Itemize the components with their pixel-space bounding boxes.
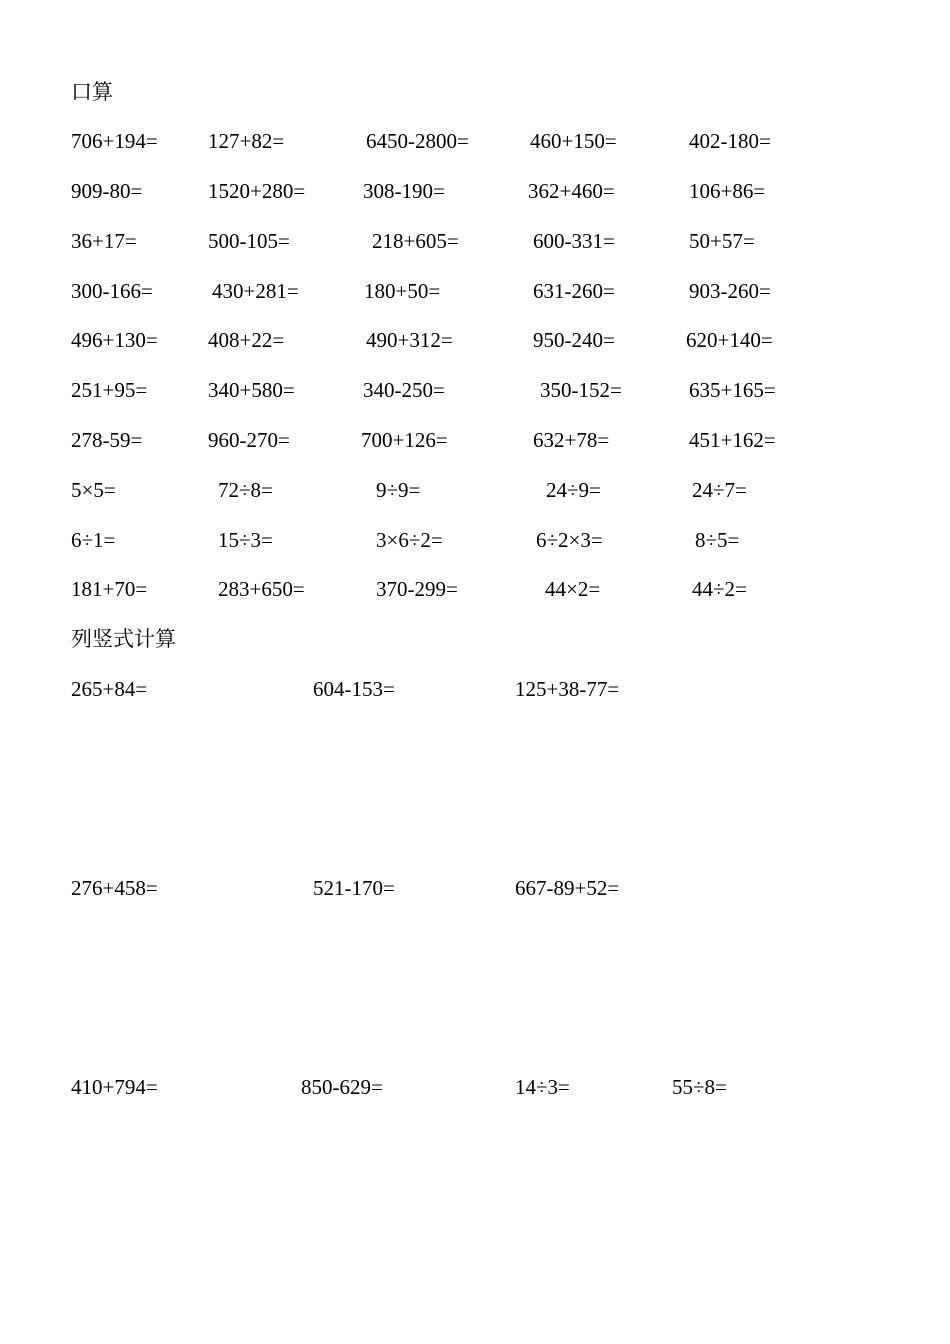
oral-problem: 3×6÷2= <box>376 528 443 552</box>
vertical-problem: 14÷3= <box>515 1075 570 1099</box>
oral-problem: 909-80= <box>71 179 143 203</box>
oral-problem: 340+580= <box>208 378 295 402</box>
section-heading-oral-calculation: 口算 <box>71 80 113 104</box>
oral-row-5 <box>0 327 950 357</box>
oral-problem: 5×5= <box>71 478 116 502</box>
oral-problem: 430+281= <box>212 279 299 303</box>
oral-problem: 903-260= <box>689 279 771 303</box>
oral-problem: 500-105= <box>208 229 290 253</box>
oral-problem: 24÷7= <box>692 478 747 502</box>
oral-problem: 44÷2= <box>692 577 747 601</box>
oral-problem: 451+162= <box>689 428 776 452</box>
section-heading-vertical-calculation: 列竖式计算 <box>71 627 176 651</box>
oral-problem: 72÷8= <box>218 478 273 502</box>
oral-problem: 460+150= <box>530 129 617 153</box>
vertical-row-3 <box>0 1074 950 1104</box>
oral-problem: 631-260= <box>533 279 615 303</box>
oral-problem: 6÷2×3= <box>536 528 603 552</box>
oral-problem: 24÷9= <box>546 478 601 502</box>
vertical-problem: 667-89+52= <box>515 876 620 900</box>
vertical-problem: 410+794= <box>71 1075 158 1099</box>
vertical-row-2 <box>0 875 950 905</box>
oral-problem: 402-180= <box>689 129 771 153</box>
oral-problem: 600-331= <box>533 229 615 253</box>
oral-row-9 <box>0 527 950 557</box>
oral-problem: 350-152= <box>540 378 622 402</box>
oral-problem: 340-250= <box>363 378 445 402</box>
oral-problem: 181+70= <box>71 577 148 601</box>
vertical-problem: 55÷8= <box>672 1075 727 1099</box>
vertical-problem: 850-629= <box>301 1075 383 1099</box>
oral-problem: 6450-2800= <box>366 129 469 153</box>
oral-problem: 127+82= <box>208 129 285 153</box>
oral-row-4 <box>0 278 950 308</box>
oral-problem: 180+50= <box>364 279 441 303</box>
oral-problem: 950-240= <box>533 328 615 352</box>
vertical-problem: 521-170= <box>313 876 395 900</box>
oral-row-6 <box>0 377 950 407</box>
oral-problem: 960-270= <box>208 428 290 452</box>
oral-problem: 490+312= <box>366 328 453 352</box>
oral-row-3 <box>0 228 950 258</box>
oral-row-1 <box>0 128 950 158</box>
oral-problem: 8÷5= <box>695 528 740 552</box>
oral-problem: 50+57= <box>689 229 755 253</box>
oral-problem: 370-299= <box>376 577 458 601</box>
oral-problem: 408+22= <box>208 328 285 352</box>
oral-problem: 218+605= <box>372 229 459 253</box>
oral-row-7 <box>0 427 950 457</box>
oral-row-10 <box>0 576 950 606</box>
vertical-problem: 604-153= <box>313 677 395 701</box>
oral-problem: 632+78= <box>533 428 610 452</box>
oral-problem: 251+95= <box>71 378 148 402</box>
oral-problem: 362+460= <box>528 179 615 203</box>
oral-problem: 496+130= <box>71 328 158 352</box>
oral-row-2 <box>0 178 950 208</box>
oral-problem: 36+17= <box>71 229 137 253</box>
oral-problem: 6÷1= <box>71 528 116 552</box>
vertical-problem: 276+458= <box>71 876 158 900</box>
oral-problem: 635+165= <box>689 378 776 402</box>
oral-problem: 706+194= <box>71 129 158 153</box>
oral-problem: 278-59= <box>71 428 143 452</box>
oral-problem: 44×2= <box>545 577 601 601</box>
oral-problem: 308-190= <box>363 179 445 203</box>
oral-problem: 620+140= <box>686 328 773 352</box>
oral-problem: 15÷3= <box>218 528 273 552</box>
vertical-problem: 265+84= <box>71 677 148 701</box>
oral-problem: 700+126= <box>361 428 448 452</box>
oral-problem: 283+650= <box>218 577 305 601</box>
vertical-problem: 125+38-77= <box>515 677 620 701</box>
oral-problem: 300-166= <box>71 279 153 303</box>
oral-problem: 1520+280= <box>208 179 306 203</box>
oral-problem: 106+86= <box>689 179 766 203</box>
oral-problem: 9÷9= <box>376 478 421 502</box>
vertical-row-1 <box>0 676 950 706</box>
oral-row-8 <box>0 477 950 507</box>
